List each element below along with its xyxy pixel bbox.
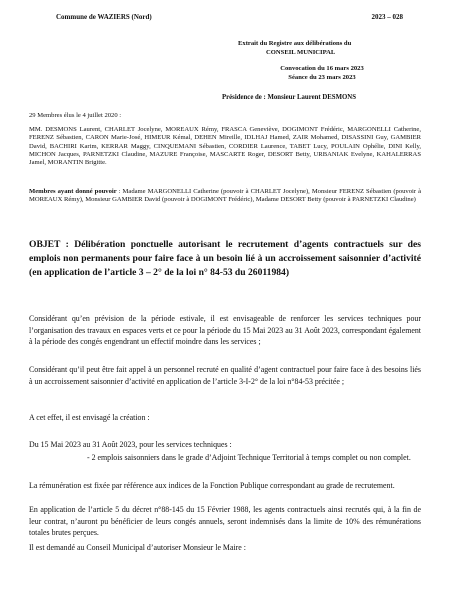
members-intro: 29 Membres élus le 4 juillet 2020 :: [29, 112, 122, 119]
convocation-date: Convocation du 16 mars 2023: [280, 65, 364, 72]
proxies: [29, 188, 421, 205]
deliberation-number: 2023 – 028: [371, 13, 403, 21]
paragraph-remuneration: La rémunération est fixée par référence aux indices de la Fonction Publique correspondant au grade de recrutement.: [29, 481, 395, 490]
paragraph-considerant-2: Considérant qu’il peut être fait appel à un personnel recruté en qualité d’agent contractuel pour faire face à des besoins liés à un accroissement saisonnier d’activité en application de l’article 3-I-2° de la loi n°84-53 précitée ;: [29, 365, 421, 386]
paragraph-decret: En application de l’article 5 du décret n°88-145 du 15 Février 1988, les agents contractuels ainsi recrutés qui, à la fin de leur contrat, n’auront pu bénéficier de leurs congés annuels, seront indemnisés dans la limite de 10% des rémunérations totales brutes perçues.: [29, 505, 421, 537]
creation-bullet: [29, 452, 421, 464]
proxies-label: Membres ayant donné pouvoir: [29, 188, 117, 195]
paragraph-creation: A cet effet, il est envisagé la création :: [29, 413, 150, 422]
seance-date: Séance du 23 mars 2023: [288, 74, 356, 81]
commune-name: Commune de WAZIERS (Nord): [56, 13, 152, 21]
extract-line-2: CONSEIL MUNICIPAL: [266, 49, 336, 56]
paragraph-demande: Il est demandé au Conseil Municipal d’autoriser Monsieur le Maire :: [29, 543, 246, 552]
extract-line-1: Extrait du Registre aux délibérations du: [238, 40, 352, 47]
registry-extract: [238, 39, 351, 57]
members-list: MM. DESMONS Laurent, CHARLET Jocelyne, MOREAUX Rémy, FRASCA Geneviève, DOGIMONT Frédéric, MARGONELLI Catherine, FERENZ Sébastien, CARON Marie-José, HIMEUR Kémal, DEHEN Mireille, IDLHAJ Hamed, ZAIR Mohamed, DISASSINI Guy, GAMBIER David, BACHIRI Karim, KERRAR Maggy, CINQUEMANI Sébastien, CORDIER Laurence, TABET Lucy, POULAIN Ophélie, DINI Kelly, MICHON Jacques, PARNETZKI Claudine, MAZURE Françoise, MASCARTE Roger, DESORT Betty, URBANIAK Evelyne, KAHALERRAS Jamel, MORANTIN Brigitte.: [29, 126, 421, 167]
paragraph-considerant-1: Considérant qu’en prévision de la période estivale, il est envisageable de renforcer les services techniques pour l’organisation des travaux en espaces verts et ce pour la période du 15 Mai 2023 au 31 Août 2023, correspondant également à la période des congés engendrant un effectif moindre dans les services ;: [29, 314, 421, 346]
proxies-text: : Madame MARGONELLI Catherine (pouvoir à CHARLET Jocelyne), Monsieur FERENZ Sébastien (pouvoir à MOREAUX Rémy), Monsieur GAMBIER David (pouvoir à DOGIMONT Frédéric), Madame DESORT Betty (pouvoir à PARNETZKI Claudine): [29, 188, 421, 204]
bullet-text: - 2 emplois saisonniers dans le grade d’Adjoint Technique Territorial à temps complet ou non complet.: [87, 453, 411, 462]
presidence: Présidence de : Monsieur Laurent DESMONS: [222, 94, 356, 101]
creation-period: Du 15 Mai 2023 au 31 Août 2023, pour les services techniques :: [29, 440, 232, 449]
objet-title: OBJET : Délibération ponctuelle autorisant le recrutement d’agents contractuels sur des emplois non permanents pour faire face à un besoin lié à un accroissement saisonnier d’activité (en application de l’article 3 – 2° de la loi n° 84-53 du 26011984): [29, 239, 421, 278]
convocation-block: [262, 64, 382, 82]
